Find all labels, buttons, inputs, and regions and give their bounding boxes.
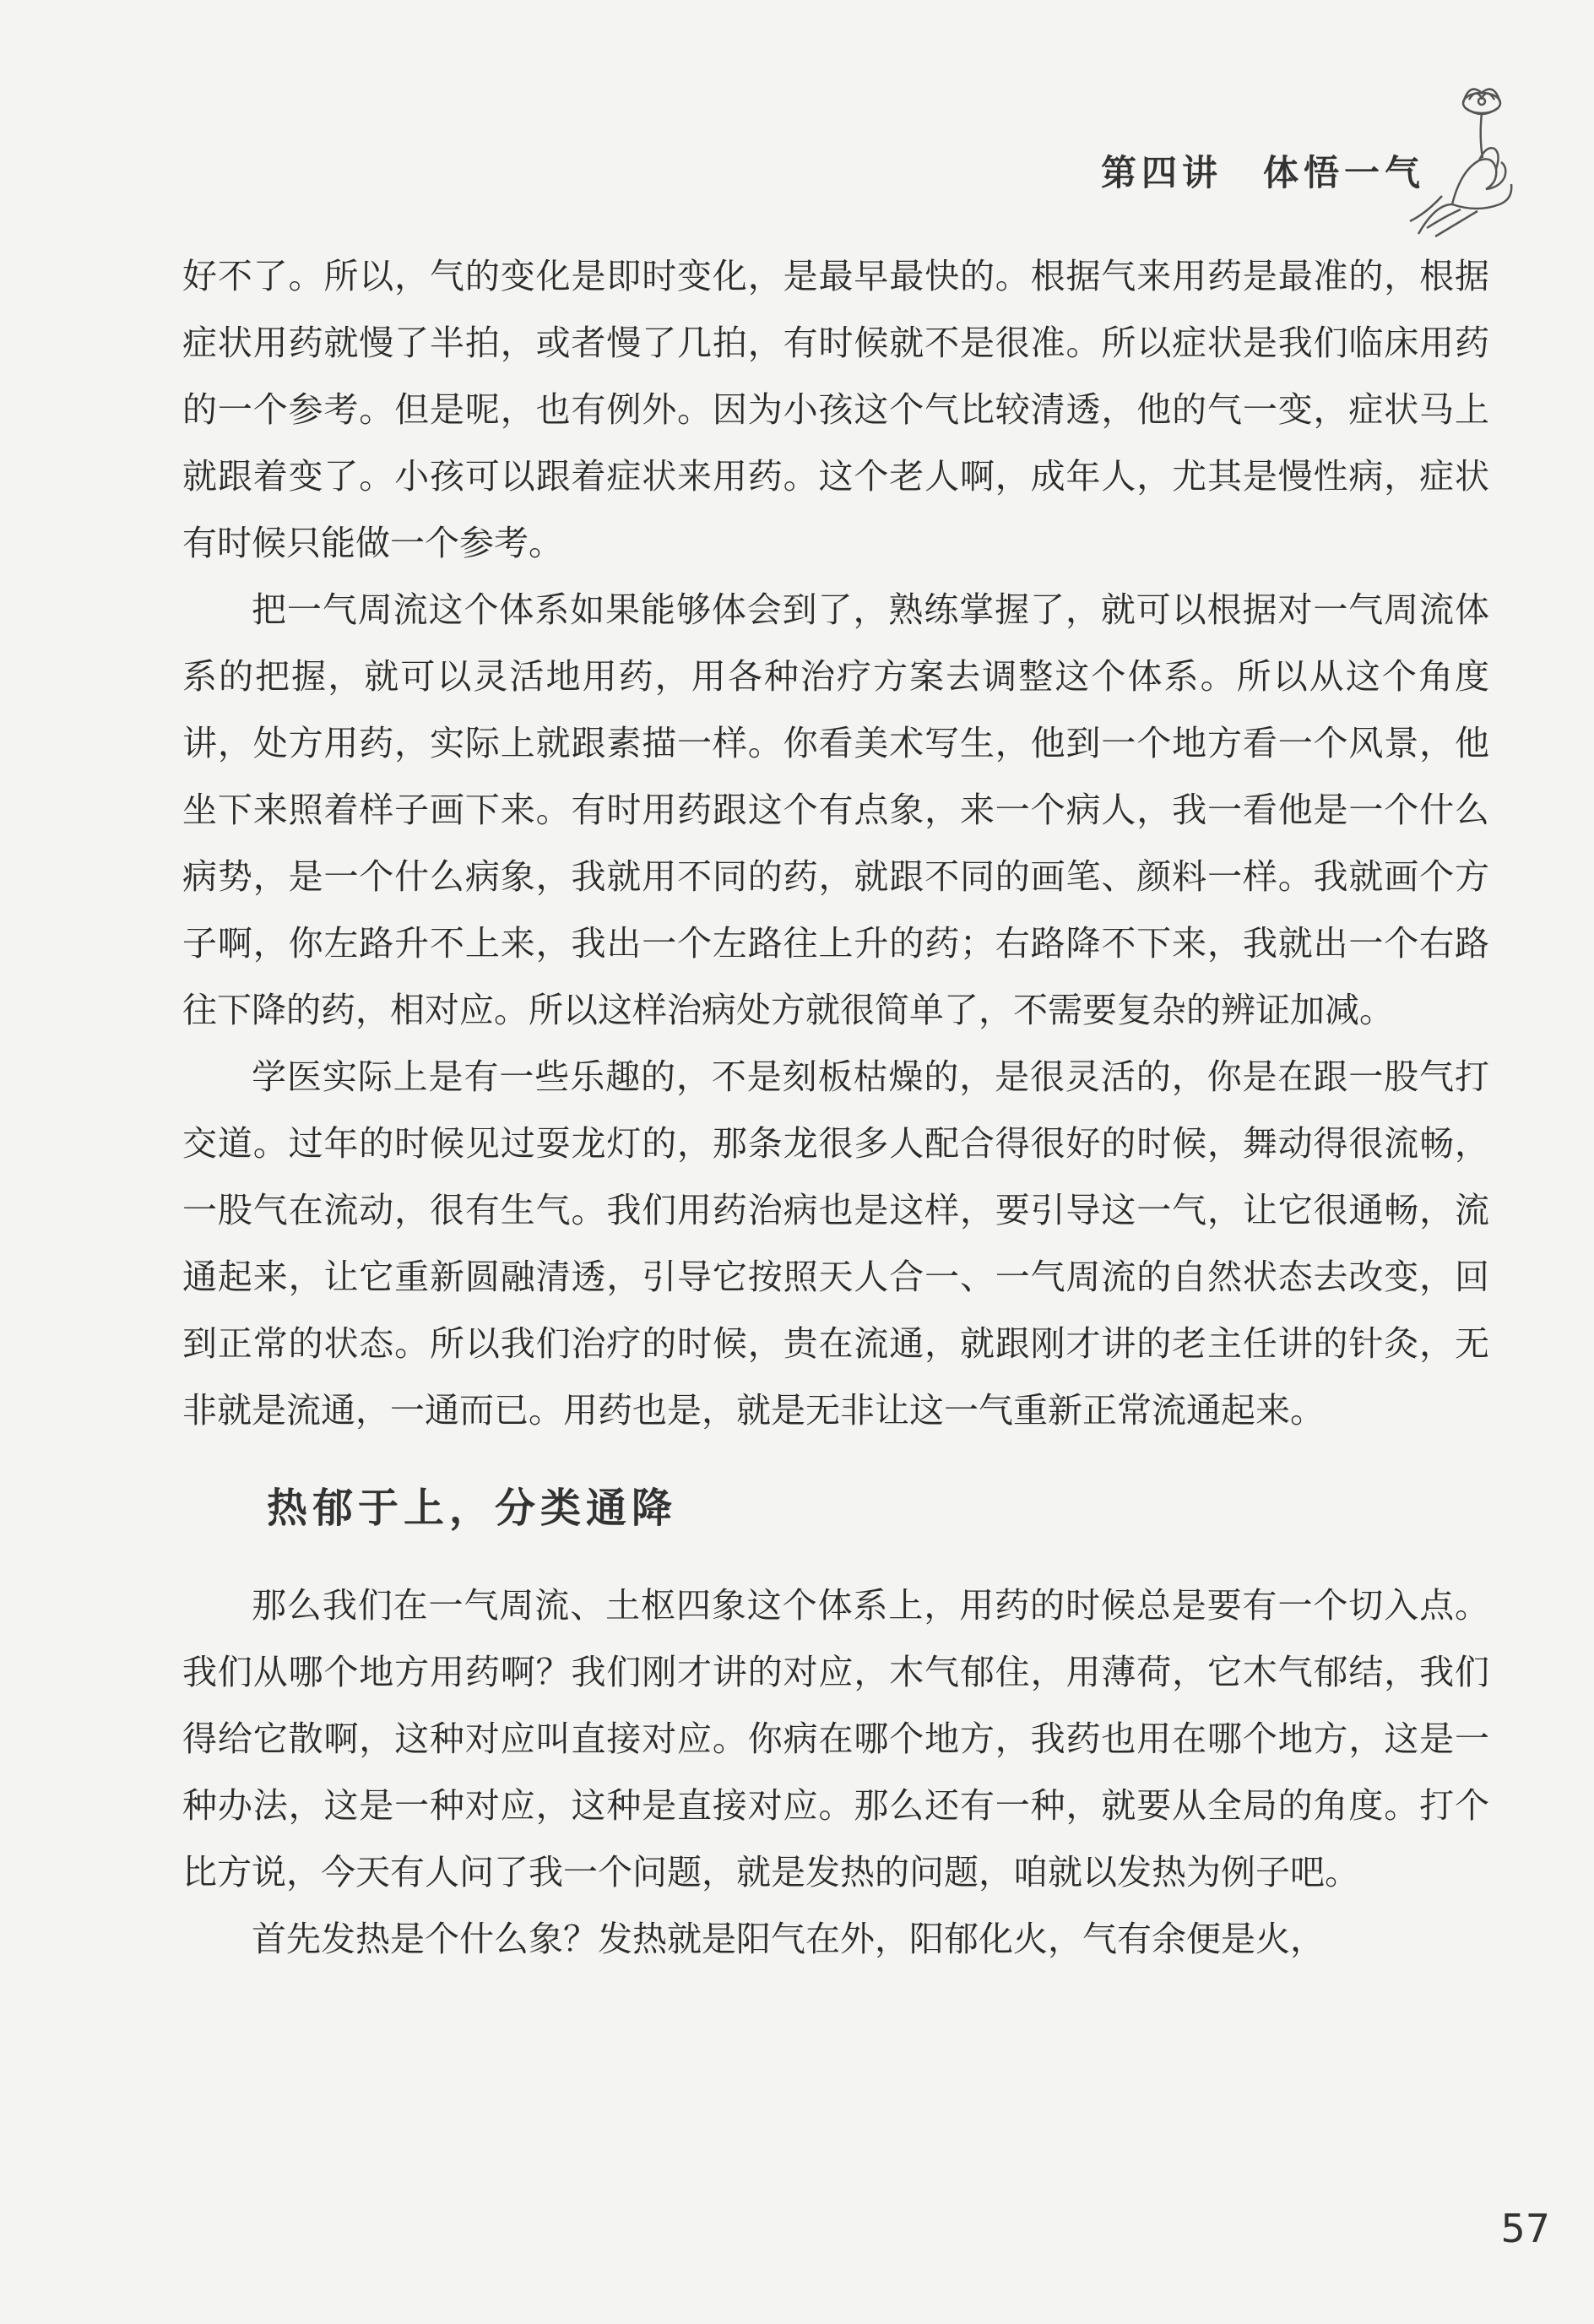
running-header [1101,145,1425,196]
chapter-title: 体悟一气 [1262,152,1425,193]
paragraph-4: 那么我们在一气周流、土枢四象这个体系上，用药的时候总是要有一个切入点。我们从哪个地方用药啊？我们刚才讲的对应，木气郁住，用薄荷，它木气郁结，我们得给它散啊，这种对应叫直接对应。你病在哪个地方，我药也用在哪个地方，这是一种办法，这是一种对应，这种是直接对应。那么还有一种，就要从全局的角度。打个比方说，今天有人问了我一个问题，就是发热的问题，咱就以发热为例子吧。 [182,1585,1489,1892]
page-number: 57 [1500,2206,1550,2251]
paragraph-1: 好不了。所以，气的变化是即时变化，是最早最快的。根据气来用药是最准的，根据症状用药就慢了半拍，或者慢了几拍，有时候就不是很准。所以症状是我们临床用药的一个参考。但是呢，也有例外。因为小孩这个气比较清透，他的气一变，症状马上就跟着变了。小孩可以跟着症状来用药。这个老人啊，成年人，尤其是慢性病，症状有时候只能做一个参考。 [182,256,1489,563]
section-subheading: 热郁于上，分类通降 [267,1485,678,1532]
paragraph-3: 学医实际上是有一些乐趣的，不是刻板枯燥的，是很灵活的，你是在跟一股气打交道。过年的时候见过耍龙灯的，那条龙很多人配合得很好的时候，舞动得很流畅，一股气在流动，很有生气。我们用药治病也是这样，要引导这一气，让它很通畅，流通起来，让它重新圆融清透，引导它按照天人合一、一气周流的自然状态去改变，回到正常的状态。所以我们治疗的时候，贵在流通，就跟刚才讲的老主任讲的针灸，无非就是流通，一通而已。用药也是，就是无非让这一气重新正常流通起来。 [182,1056,1489,1431]
paragraph-5: 首先发热是个什么象？发热就是阳气在外，阳郁化火，气有余便是火， [252,1919,1325,1959]
chapter-label: 第四讲 [1100,152,1223,193]
paragraph-2: 把一气周流这个体系如果能够体会到了，熟练掌握了，就可以根据对一气周流体系的把握，就可以灵活地用药，用各种治疗方案去调整这个体系。所以从这个角度讲，处方用药，实际上就跟素描一样。你看美术写生，他到一个地方看一个风景，他坐下来照着样子画下来。有时用药跟这个有点象，来一个病人，我一看他是一个什么病势，是一个什么病象，我就用不同的药，就跟不同的画笔、颜料一样。我就画个方子啊，你左路升不上来，我出一个左路往上升的药；右路降不下来，我就出一个右路往下降的药，相对应。所以这样治病处方就很简单了，不需要复杂的辨证加减。 [182,589,1489,1030]
lotus-hand-ornament-icon [1402,78,1528,238]
page-body [182,243,1489,1973]
running-header-text [1101,145,1425,196]
